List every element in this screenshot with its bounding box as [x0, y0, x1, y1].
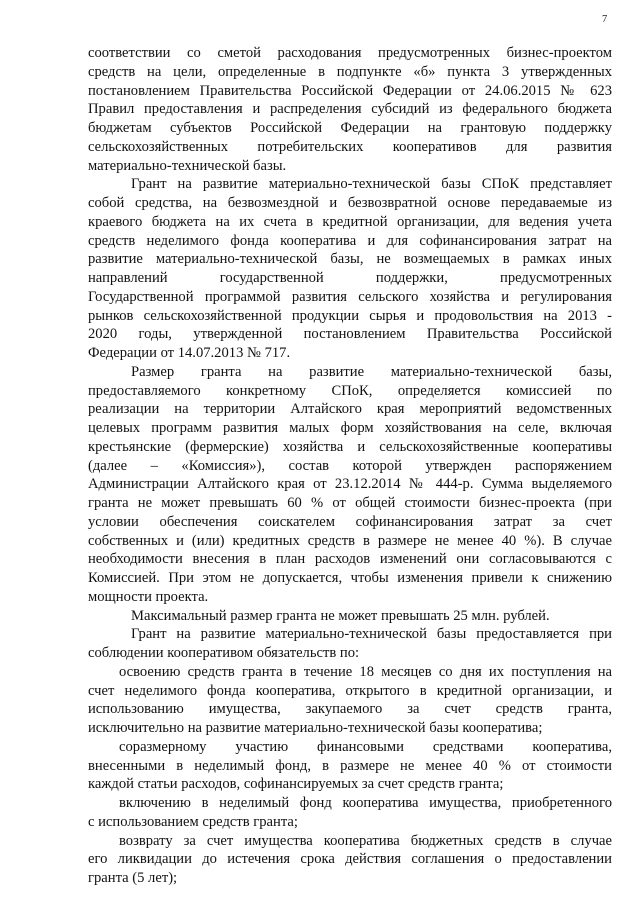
text-line: исключительно на развитие материально-технической базы кооператива; — [88, 720, 543, 736]
text-line: направлений государственной поддержки, предусмотренных — [88, 270, 612, 286]
text-line: собственных и (или) кредитных средств в размере не менее 40 %). В случае — [88, 532, 612, 549]
text-line: Грант на развитие материально-технической базы предоставляется при — [131, 626, 612, 643]
text-line: соблюдении кооперативом обязательств по: — [88, 645, 360, 661]
text-line: средств неделимого фонда кооператива и для софинансирования затрат на — [88, 232, 612, 249]
paragraph — [88, 607, 612, 626]
paragraph — [88, 363, 612, 607]
text-line: целевых программ развития малых форм хозяйствования на селе, включая — [88, 420, 612, 436]
text-line: включению в неделимый фонд кооператива имущества, приобретенного — [119, 795, 612, 811]
text-line: соразмерному участию финансовыми средствами кооператива, — [119, 738, 612, 755]
text-line: Правил предоставления и распределения субсидий из федерального бюджета — [88, 101, 612, 118]
text-line: сельскохозяйственных потребительских кооперативов для развития — [88, 138, 612, 155]
text-line: предоставляемого конкретному СПоК, определяется комиссией по — [88, 382, 612, 399]
text-line: мощности проекта. — [88, 588, 209, 605]
paragraph — [88, 794, 612, 832]
text-line: возврату за счет имущества кооператива бюджетных средств в случае — [119, 832, 612, 849]
text-line: реализации на территории Алтайского края мероприятий ведомственных — [88, 401, 612, 418]
text-line: его ликвидации до истечения срока действия соглашения о предоставлении — [88, 851, 612, 868]
text-line: постановлением Правительства Российской Федерации от 24.06.2015 № 623 — [88, 82, 612, 99]
text-line: условии обеспечения соискателем софинансирования затрат за счет — [88, 513, 612, 530]
paragraph — [88, 625, 612, 663]
text-line: (далее – «Комиссия»), состав которой утвержден распоряжением — [88, 457, 612, 474]
paragraph — [88, 832, 612, 888]
text-line: бюджетам субъектов Российской Федерации на грантовую поддержку — [88, 120, 612, 136]
text-line: освоению средств гранта в течение 18 месяцев со дня их поступления на — [119, 663, 612, 680]
text-line: счет неделимого фонда кооператива, открытого в кредитной организации, и — [88, 682, 612, 699]
text-line: использованию имущества, закупаемого за счет средств гранта, — [88, 701, 612, 718]
paragraph — [88, 44, 612, 175]
text-line: соответствии со сметой расходования предусмотренных бизнес-проектом — [88, 45, 612, 61]
text-line: Размер гранта на развитие материально-технической базы, — [131, 363, 612, 380]
text-line: Администрации Алтайского края от 23.12.2014 № 444-р. Сумма выделяемого — [88, 476, 612, 493]
text-line: Государственной программой развития сельского хозяйства и регулирования — [88, 288, 612, 305]
paragraph — [88, 175, 612, 363]
text-line: с использованием средств гранта; — [88, 813, 298, 830]
text-line: необходимости внесения в план расходов изменений они согласовываются с — [88, 551, 612, 568]
text-line: развитие материально-технической базы, не возмещаемых в рамках иных — [88, 251, 612, 268]
text-line: крестьянские (фермерские) хозяйства и сельскохозяйственные кооперативы — [88, 438, 612, 455]
document-body — [88, 44, 612, 888]
text-line: краевого бюджета на их счета в кредитной организации, для ведения учета — [88, 213, 612, 230]
text-line: рынков сельскохозяйственной продукции сырья и продовольствия на 2013 - — [88, 307, 612, 324]
text-line: средств на цели, определенные в подпункте «б» пункта 3 утвержденных — [88, 63, 612, 80]
text-line: каждой статьи расходов, софинансируемых за счет средств гранта; — [88, 776, 504, 793]
text-line: материально-технической базы. — [88, 157, 287, 174]
text-line: собой средства, на безвозмездной и безвозвратной основе передаваемые из — [88, 195, 612, 211]
text-line: Максимальный размер гранта не может превышать 25 млн. рублей. — [131, 607, 550, 624]
text-line: гранта (5 лет); — [88, 870, 178, 886]
text-line: Грант на развитие материально-технической базы СПоК представляет — [131, 176, 612, 193]
text-line: Комиссией. При этом не допускается, чтобы изменения привели к снижению — [88, 570, 612, 586]
page-number: 7 — [602, 14, 608, 25]
text-line: Федерации от 14.07.2013 № 717. — [88, 345, 291, 361]
paragraph — [88, 663, 612, 738]
text-line: внесенными в неделимый фонд, в размере не менее 40 % от стоимости — [88, 757, 612, 774]
text-line: гранта не может превышать 60 % от общей стоимости бизнес-проекта (при — [88, 495, 612, 511]
paragraph — [88, 738, 612, 794]
text-line: 2020 годы, утвержденной постановлением Правительства Российской — [88, 326, 612, 343]
